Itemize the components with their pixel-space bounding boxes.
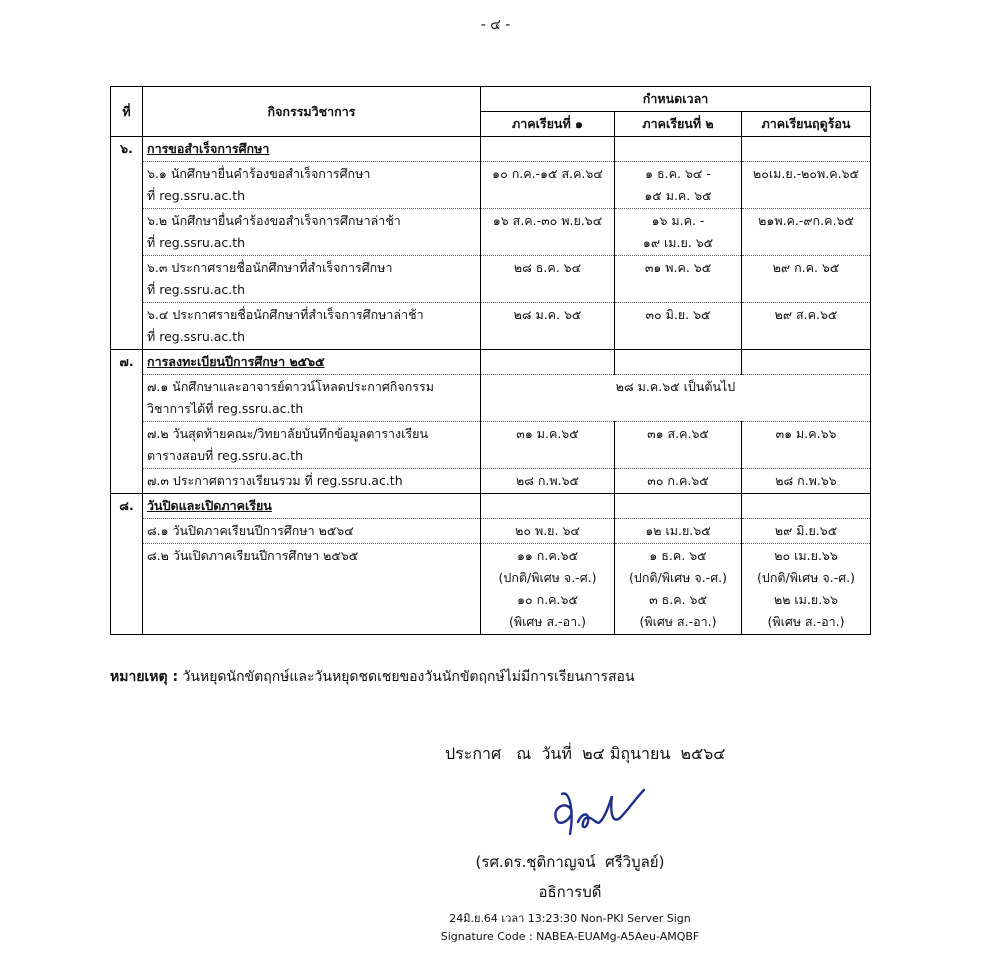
schedule-row (111, 209, 871, 256)
semester-2-cell (615, 519, 742, 544)
schedule-row (111, 544, 871, 635)
date-text: ๒๐เม.ย.-๒๐พ.ค.๖๕ (753, 166, 859, 181)
section-number: ๖. (111, 137, 143, 162)
date-text: (ปกติ/พิเศษ จ.-ศ.) (629, 570, 727, 585)
activity-cell (143, 519, 481, 544)
date-text: ๑๙ เม.ย. ๖๕ (642, 235, 714, 250)
date-text: ๓ ธ.ค. ๖๕ (649, 592, 707, 607)
activity-text: ที่ reg.ssru.ac.th (147, 235, 246, 250)
date-text: ๒๐ เม.ย.๖๖ (774, 548, 838, 563)
activity-text: ๘.๑ วันปิดภาคเรียนปีการศึกษา ๒๕๖๔ (147, 523, 354, 538)
date-text: ๓๑ ม.ค.๖๖ (775, 426, 837, 441)
semester-1-cell (481, 519, 615, 544)
date-text: ๑๖ ม.ค. - (651, 213, 705, 228)
activity-cell (143, 469, 481, 494)
date-text: ๓๐ ก.ค.๖๕ (647, 473, 709, 488)
all-semesters-cell: ๒๘ ม.ค.๖๕ เป็นต้นไป (481, 375, 871, 422)
activity-cell (143, 162, 481, 209)
handwritten-signature (540, 782, 650, 842)
section-number: ๘. (111, 494, 143, 519)
activity-text: วิชาการได้ที่ reg.ssru.ac.th (147, 401, 304, 416)
date-text: (พิเศษ ส.-อา.) (767, 614, 845, 629)
activity-text: ที่ reg.ssru.ac.th (147, 329, 246, 344)
activity-text: ๗.๑ นักศึกษาและอาจารย์ดาวน์โหลดประกาศกิจกรรม (147, 379, 434, 394)
header-summer: ภาคเรียนฤดูร้อน (742, 112, 871, 137)
schedule-row (111, 256, 871, 303)
date-text: ๓๑ ส.ค.๖๕ (647, 426, 709, 441)
schedule-row (111, 469, 871, 494)
date-text: ๒๘ ม.ค. ๖๕ (513, 307, 582, 322)
activity-text: ๖.๓ ประกาศรายชื่อนักศึกษาที่สำเร็จการศึกษา (147, 260, 393, 275)
date-text: ๒๙ ก.ค. ๖๕ (772, 260, 840, 275)
date-text: ๓๑ ม.ค.๖๕ (516, 426, 579, 441)
announcement-date: ประกาศ ณ วันที่ ๒๔ มิถุนายน ๒๕๖๔ (445, 744, 726, 763)
summer-cell (742, 256, 871, 303)
date-text: ๒๑พ.ค.-๙ก.ค.๖๕ (758, 213, 854, 228)
summer-cell (742, 519, 871, 544)
summer-cell (742, 303, 871, 350)
date-text: ๓๑ พ.ค. ๖๕ (644, 260, 712, 275)
activity-text: ๘.๒ วันเปิดภาคเรียนปีการศึกษา ๒๕๖๕ (147, 548, 359, 563)
activity-text: ๖.๒ นักศึกษายื่นคำร้องขอสำเร็จการศึกษาล่าช้า (147, 213, 401, 228)
semester-2-cell (615, 256, 742, 303)
section-number: ๗. (111, 350, 143, 375)
date-text: (พิเศษ ส.-อา.) (508, 614, 587, 629)
semester-2-cell (615, 162, 742, 209)
section-title: วันปิดและเปิดภาคเรียน (147, 498, 272, 513)
section-row (111, 137, 871, 162)
academic-schedule-table (110, 86, 871, 635)
date-text: ๑๕ ม.ค. ๖๕ (644, 188, 712, 203)
activity-cell (143, 209, 481, 256)
footnote-text: วันหยุดนักขัตฤกษ์และวันหยุดชดเชยของวันนักขัตฤกษ์ไม่มีการเรียนการสอน (178, 669, 635, 685)
semester-2-cell (615, 422, 742, 469)
section-row (111, 494, 871, 519)
page-number: - ๔ - (480, 17, 511, 33)
summer-cell (742, 209, 871, 256)
section-title: การลงทะเบียนปีการศึกษา ๒๕๖๕ (147, 354, 325, 369)
semester-2-cell (615, 544, 742, 635)
summer-cell (742, 162, 871, 209)
header-semester-2: ภาคเรียนที่ ๒ (615, 112, 742, 137)
semester-1-cell (481, 256, 615, 303)
semester-1-cell (481, 162, 615, 209)
semester-2-cell (615, 303, 742, 350)
header-no: ที่ (111, 87, 143, 137)
date-text: ๑๒ เม.ย.๖๕ (645, 523, 711, 538)
signature-code: Signature Code : NABEA-EUAMg-A5Aeu-AMQBF (440, 930, 700, 943)
signer-name: (รศ.ดร.ชุติกาญจน์ ศรีวิบูลย์) (475, 853, 665, 871)
date-text: ๑๑ ก.ค.๖๕ (516, 548, 579, 563)
summer-cell (742, 544, 871, 635)
activity-text: ที่ reg.ssru.ac.th (147, 282, 246, 297)
activity-cell (143, 256, 481, 303)
schedule-row (111, 422, 871, 469)
header-schedule: กำหนดเวลา (481, 87, 871, 112)
date-text: ๒๘ ก.พ.๖๕ (515, 473, 579, 488)
activity-text: ๖.๑ นักศึกษายื่นคำร้องขอสำเร็จการศึกษา (147, 166, 371, 181)
section-title: การขอสำเร็จการศึกษา (147, 141, 270, 156)
date-text: ๑๐ ก.ค.๖๕ (517, 592, 578, 607)
summer-cell (742, 422, 871, 469)
date-text: ๒๙ มิ.ย.๖๕ (774, 523, 838, 538)
semester-1-cell (481, 544, 615, 635)
server-sign-stamp: 24มิ.ย.64 เวลา 13:23:30 Non-PKI Server Sign (449, 912, 691, 925)
date-text: ๑ ธ.ค. ๖๕ (649, 548, 707, 563)
date-text: (ปกติ/พิเศษ จ.-ศ.) (498, 570, 597, 585)
semester-1-cell (481, 422, 615, 469)
signer-title: อธิการบดี (538, 883, 602, 901)
activity-cell (143, 375, 481, 422)
date-text: ๑๐ ก.ค.-๑๕ ส.ค.๖๔ (492, 166, 603, 181)
footnote-label: หมายเหตุ : (110, 669, 179, 685)
date-text: ๒๘ ก.พ.๖๖ (775, 473, 837, 488)
schedule-row (111, 375, 871, 422)
semester-2-cell (615, 209, 742, 256)
date-text: ๒๘ ธ.ค. ๖๔ (513, 260, 582, 275)
footnote (110, 666, 635, 688)
date-text: ๓๐ มิ.ย. ๖๕ (645, 307, 711, 322)
activity-cell (143, 422, 481, 469)
activity-text: ที่ reg.ssru.ac.th (147, 188, 246, 203)
activity-text: ตารางสอบที่ reg.ssru.ac.th (147, 448, 304, 463)
semester-1-cell (481, 209, 615, 256)
schedule-row (111, 162, 871, 209)
summer-cell (742, 469, 871, 494)
activity-cell (143, 303, 481, 350)
date-text: (ปกติ/พิเศษ จ.-ศ.) (757, 570, 855, 585)
date-text: ๑ ธ.ค. ๖๔ - (645, 166, 711, 181)
date-text: ๒๐ พ.ย. ๖๔ (515, 523, 580, 538)
schedule-row (111, 303, 871, 350)
activity-text: ๖.๔ ประกาศรายชื่อนักศึกษาที่สำเร็จการศึกษาล่าช้า (147, 307, 424, 322)
header-activity: กิจกรรมวิชาการ (143, 87, 481, 137)
semester-1-cell (481, 303, 615, 350)
date-text: ๑๖ ส.ค.-๓๐ พ.ย.๖๔ (492, 213, 603, 228)
date-text: (พิเศษ ส.-อา.) (639, 614, 717, 629)
activity-text: ๗.๒ วันสุดท้ายคณะ/วิทยาลัยบันทึกข้อมูลตารางเรียน (147, 426, 429, 441)
semester-1-cell (481, 469, 615, 494)
semester-2-cell (615, 469, 742, 494)
schedule-row (111, 519, 871, 544)
date-text: ๒๙ ส.ค.๖๕ (774, 307, 838, 322)
header-semester-1: ภาคเรียนที่ ๑ (481, 112, 615, 137)
date-text: ๒๒ เม.ย.๖๖ (773, 592, 839, 607)
activity-cell (143, 544, 481, 635)
activity-text: ๗.๓ ประกาศตารางเรียนรวม ที่ reg.ssru.ac.th (147, 473, 403, 488)
section-row (111, 350, 871, 375)
